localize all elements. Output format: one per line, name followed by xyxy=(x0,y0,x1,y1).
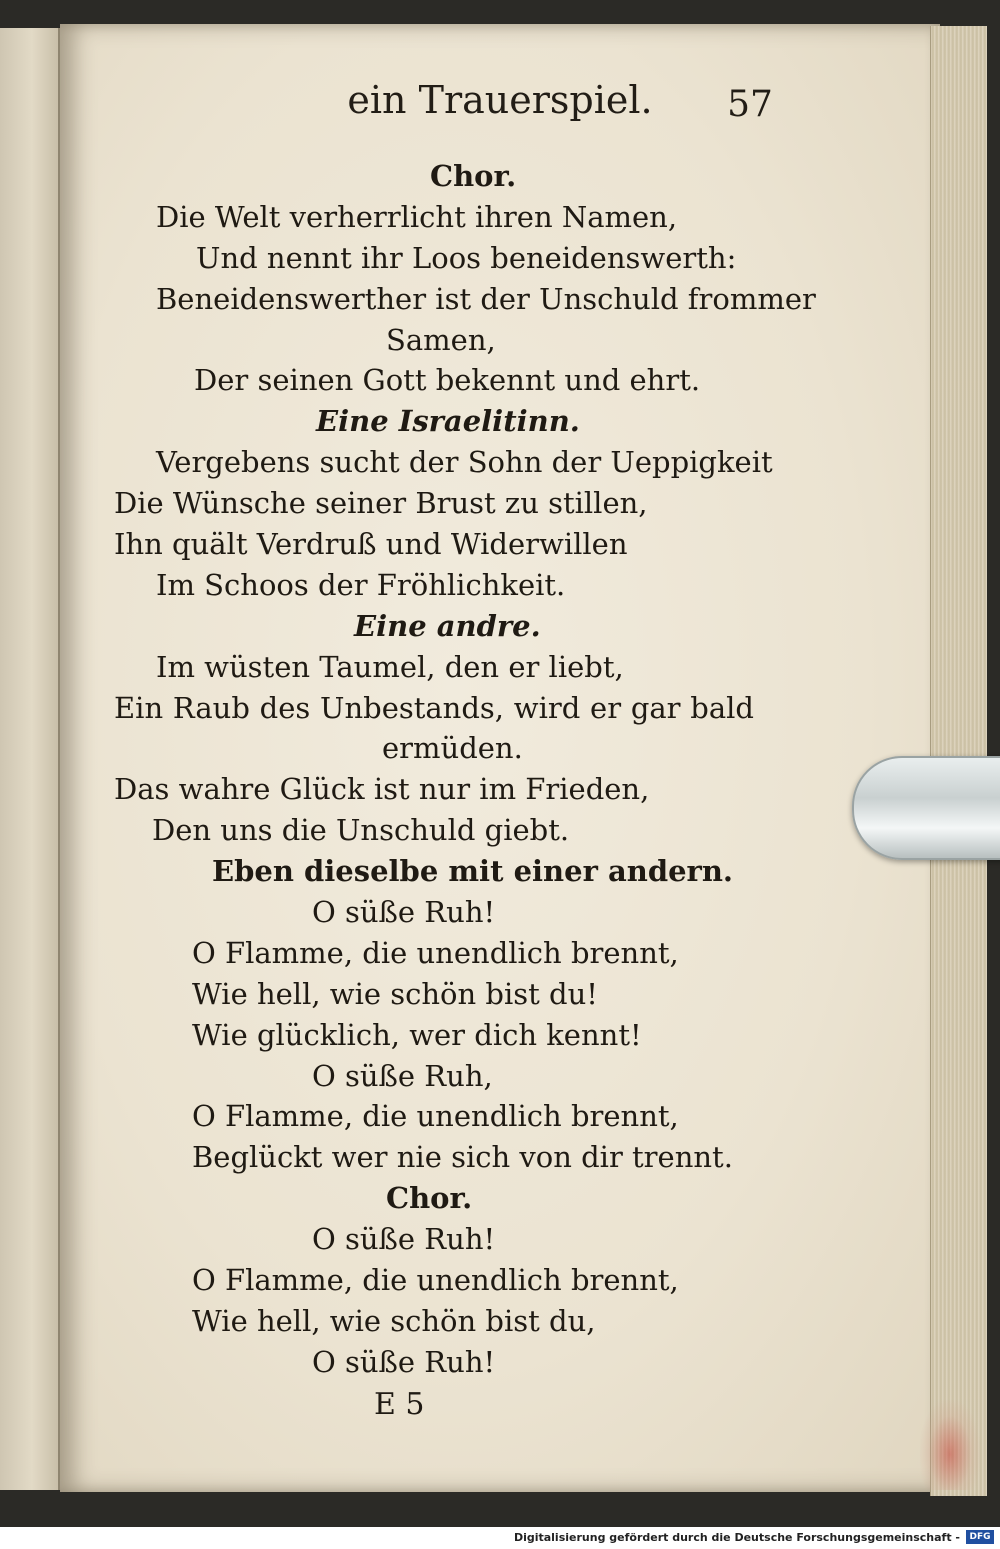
verse-line: O süße Ruh! xyxy=(312,1344,496,1379)
footer-credit: Digitalisierung gefördert durch die Deutsche Forschungsgemeinschaft - xyxy=(513,1531,960,1544)
verse-line: Der seinen Gott bekennt und ehrt. xyxy=(194,363,701,398)
dfg-logo: DFG xyxy=(966,1530,994,1544)
verse-line: Die Welt verherrlicht ihren Namen, xyxy=(156,199,678,234)
verse-line: Vergebens sucht der Sohn der Ueppigkeit xyxy=(156,445,773,480)
verse-line: Wie hell, wie schön bist du! xyxy=(192,976,598,1011)
verse-line: Beneidenswerther ist der Unschuld frommer xyxy=(156,281,816,316)
verse-line: ermüden. xyxy=(382,731,523,766)
verse-line: O Flamme, die unendlich brennt, xyxy=(192,1099,679,1134)
verse-line: Das wahre Glück ist nur im Frieden, xyxy=(114,772,650,807)
verse-line: Den uns die Unschuld giebt. xyxy=(152,813,570,848)
verse-line: Im Schoos der Fröhlichkeit. xyxy=(156,567,566,602)
speaker-heading: Chor. xyxy=(430,159,517,193)
running-title: ein Trauerspiel. xyxy=(347,78,653,122)
verse-line: Ihn quält Verdruß und Widerwillen xyxy=(114,527,628,562)
verse-line: O Flamme, die unendlich brennt, xyxy=(192,1263,679,1298)
verse-line: Die Wünsche seiner Brust zu stillen, xyxy=(114,486,648,521)
running-head xyxy=(60,78,940,138)
speaker-heading: Eben dieselbe mit einer andern. xyxy=(212,854,734,889)
signature-mark: E 5 xyxy=(374,1386,425,1422)
page-number: 57 xyxy=(727,84,773,125)
footer-bar xyxy=(0,1527,1000,1549)
verse-line: Im wüsten Taumel, den er liebt, xyxy=(156,649,624,684)
verse-line: Wie hell, wie schön bist du, xyxy=(192,1303,596,1338)
verse-line: Samen, xyxy=(386,322,496,357)
facing-page-edge xyxy=(0,28,60,1490)
verse-text xyxy=(60,156,940,1427)
verse-line: Beglückt wer nie sich von dir trennt. xyxy=(192,1140,733,1175)
verse-line: O süße Ruh! xyxy=(312,895,496,930)
verse-line: O süße Ruh, xyxy=(312,1058,493,1093)
speaker-heading: Eine andre. xyxy=(354,608,541,643)
speaker-heading: Chor. xyxy=(386,1181,473,1216)
verse-line: Ein Raub des Unbestands, wird er gar bald xyxy=(114,690,754,725)
verse-line: Und nennt ihr Loos beneidenswerth: xyxy=(196,240,737,275)
speaker-heading: Eine Israelitinn. xyxy=(316,404,580,439)
verse-line: O Flamme, die unendlich brennt, xyxy=(192,935,679,970)
verse-line: Wie glücklich, wer dich kennt! xyxy=(192,1017,642,1052)
verse-line: O süße Ruh! xyxy=(312,1222,496,1257)
